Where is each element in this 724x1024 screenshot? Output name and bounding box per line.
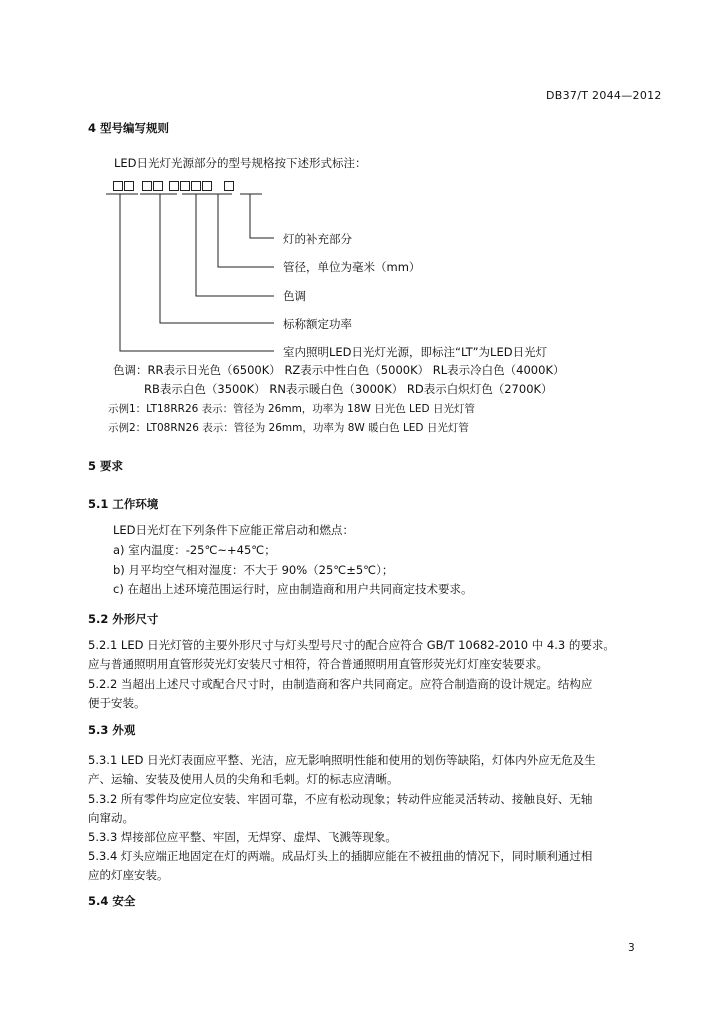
clause-5-3-2-line-2: 向窜动。 [88,811,134,825]
section-5-1-title: 5.1 工作环境 [88,497,159,511]
clause-5-3-4-line-1: 5.3.4 灯头应端正地固定在灯的两端。成品灯头上的插脚应能在不被扭曲的情况下，同时顺利通过相 [88,849,593,863]
label-color: 色调 [283,289,306,303]
leader-line [218,194,274,267]
page-number: 3 [628,942,635,954]
section-5-2-title: 5.2 外形尺寸 [88,612,159,626]
section-4-title: 4 型号编写规则 [88,121,170,135]
clause-5-2-2-line-2: 便于安装。 [88,696,146,710]
color-codes-line-2: RB表示白色（3500K） RN表示暖白色（3000K） RD表示白炽灯色（2700K） [144,382,553,396]
label-diameter: 管径，单位为毫米（mm） [283,260,421,274]
section-5-4-title: 5.4 安全 [88,894,136,908]
standard-number: DB37/T 2044—2012 [546,89,662,102]
leader-line [250,194,274,238]
section-5-1-intro: LED日光灯在下列条件下应能正常启动和燃点： [113,523,355,537]
list-item: c) 在超出上述环境范围运行时，应由制造商和用户共同商定技术要求。 [113,582,473,596]
section-4-intro: LED日光灯光源部分的型号规格按下述形式标注： [114,156,367,170]
example-1: 示例1：LT18RR26 表示：管径为 26mm，功率为 18W 日光色 LED 日光灯管 [108,403,475,415]
label-power: 标称额定功率 [283,317,352,331]
section-5-3-title: 5.3 外观 [88,723,136,737]
clause-5-3-2-line-1: 5.3.2 所有零件均应定位安装、牢固可靠，不应有松动现象；转动件应能灵活转动、接触良好、无轴 [88,792,593,806]
color-codes-line-1: 色调：RR表示日光色（6500K） RZ表示中性白色（5000K） RL表示冷白色（4000K） [113,363,565,377]
example-2: 示例2：LT08RN26 表示：管径为 26mm，功率为 8W 暖白色 LED 日光灯管 [108,422,469,434]
clause-5-2-2-line-1: 5.2.2 当超出上述尺寸或配合尺寸时，由制造商和客户共同商定。应符合制造商的设计规定。结构应 [88,677,593,691]
label-type: 室内照明LED日光灯光源，即标注“LT”为LED日光灯 [283,345,548,359]
clause-5-3-3: 5.3.3 焊接部位应平整、牢固，无焊穿、虚焊、飞溅等现象。 [88,830,397,844]
leader-line [120,194,274,351]
list-item: b) 月平均空气相对湿度：不大于 90%（25℃±5℃）； [113,563,394,577]
label-supplement: 灯的补充部分 [283,232,352,246]
leader-line [160,194,274,323]
clause-5-3-4-line-2: 应的灯座安装。 [88,868,169,882]
list-item: a) 室内温度：-25℃~+45℃； [113,543,276,557]
leader-line [196,194,274,296]
section-5-title: 5 要求 [88,459,124,473]
clause-5-3-1-line-2: 产、运输、安装及使用人员的尖角和毛刺。灯的标志应清晰。 [88,772,399,786]
clause-5-3-1-line-1: 5.3.1 LED 日光灯表面应平整、光洁，应无影响照明性能和使用的划伤等缺陷，灯体内外应无危及生 [88,753,596,767]
clause-5-2-1-line-2: 应与普通照明用直管形荧光灯安装尺寸相符，符合普通照明用直管形荧光灯灯座安装要求。 [88,657,548,671]
clause-5-2-1-line-1: 5.2.1 LED 日光灯管的主要外形尺寸与灯头型号尺寸的配合应符合 GB/T 10682-2010 中 4.3 的要求。 [88,638,615,652]
